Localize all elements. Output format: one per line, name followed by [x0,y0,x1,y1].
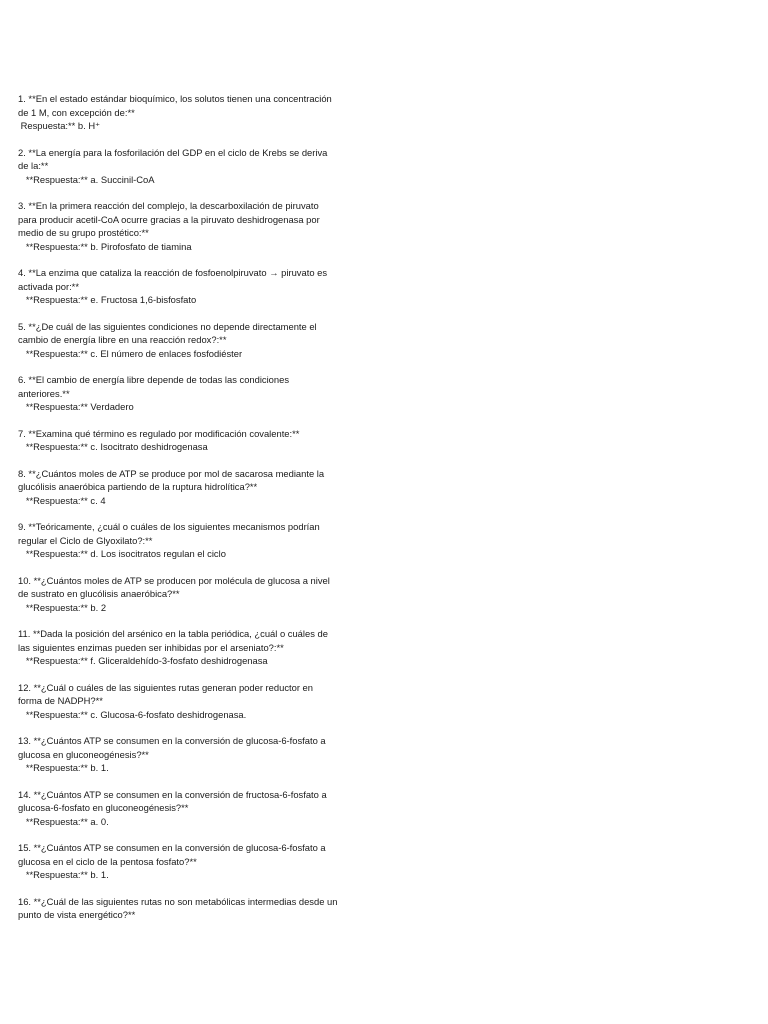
question-text: 14. **¿Cuántos ATP se consumen en la conversión de fructosa-6-fosfato a glucosa-6-fosfato en gluconeogénesis?** [18,788,327,813]
question-item-1 [18,92,338,133]
question-item-3 [18,199,338,253]
answer-text: **Respuesta:** c. Isocitrato deshidrogenasa [18,441,208,452]
question-text: 8. **¿Cuántos moles de ATP se produce por mol de sacarosa mediante la glucólisis anaeróbica partiendo de la ruptura hidrolítica?** [18,467,325,492]
answer-text: **Respuesta:** d. Los isocitratos regulan el ciclo [18,548,226,559]
answer-text: **Respuesta:** c. Glucosa-6-fosfato deshidrogenasa. [18,708,247,720]
question-item-9 [18,520,338,561]
document-page [18,92,338,935]
question-item-4 [18,266,338,307]
question-text: 5. **¿De cuál de las siguientes condiciones no depende directamente el cambio de energía libre en una reacción redox?:** [18,320,317,345]
question-text: 11. **Dada la posición del arsénico en la tabla periódica, ¿cuál o cuáles de las siguientes enzimas pueden ser inhibidas por el arseniato?:** [18,628,328,653]
question-item-5 [18,320,338,361]
question-item-2 [18,146,338,187]
question-text: 13. **¿Cuántos ATP se consumen en la conversión de glucosa-6-fosfato a glucosa en gluconeogénesis?** [18,735,326,760]
question-item-15 [18,841,338,882]
answer-text: **Respuesta:** e. Fructosa 1,6-bisfosfato [18,294,197,305]
question-item-7 [18,427,338,454]
question-text: 2. **La energía para la fosforilación del GDP en el ciclo de Krebs se deriva de la:** [18,146,328,171]
question-text: 10. **¿Cuántos moles de ATP se producen por molécula de glucosa a nivel de sustrato en glucólisis anaeróbica?** [18,574,330,599]
question-text: 16. **¿Cuál de las siguientes rutas no son metabólicas intermedias desde un punto de vista energético?** [18,895,338,920]
question-item-16 [18,895,338,922]
question-item-6 [18,373,338,414]
question-text: 1. **En el estado estándar bioquímico, los solutos tienen una concentración de 1 M, con excepción de:** [18,93,332,118]
answer-text: **Respuesta:** c. El número de enlaces fosfodiéster [18,347,243,359]
question-item-12 [18,681,338,722]
answer-text: **Respuesta:** a. 0. [18,815,109,827]
question-text: 12. **¿Cuál o cuáles de las siguientes rutas generan poder reductor en forma de NADPH?** [18,681,313,706]
question-item-14 [18,788,338,829]
question-text: 3. **En la primera reacción del complejo, la descarboxilación de piruvato para producir acetil-CoA ocurre gracias a la piruvato deshidrogenasa por medio de su grupo prostético:** [18,200,320,238]
answer-text: **Respuesta:** a. Succinil-CoA [18,173,155,185]
answer-text: Respuesta:** b. H⁺ [18,120,101,131]
answer-text: **Respuesta:** b. Pirofosfato de tiamina [18,240,192,252]
question-item-11 [18,627,338,668]
question-text: 7. **Examina qué término es regulado por modificación covalente:** [18,427,300,439]
answer-text: **Respuesta:** c. 4 [18,494,106,506]
answer-text: **Respuesta:** Verdadero [18,401,134,412]
question-item-8 [18,467,338,508]
answer-text: **Respuesta:** b. 2 [18,601,107,613]
question-text: 6. **El cambio de energía libre depende de todas las condiciones anteriores.** [18,374,290,399]
question-text: 9. **Teóricamente, ¿cuál o cuáles de los siguientes mecanismos podrían regular el Ciclo de Glyoxilato?:** [18,521,320,546]
answer-text: **Respuesta:** b. 1. [18,869,109,880]
question-text: 15. **¿Cuántos ATP se consumen en la conversión de glucosa-6-fosfato a glucosa en el ciclo de la pentosa fosfato?** [18,842,326,867]
question-item-10 [18,574,338,615]
question-text: 4. **La enzima que cataliza la reacción de fosfoenolpiruvato → piruvato es activada por:** [18,267,328,292]
question-item-13 [18,734,338,775]
answer-text: **Respuesta:** b. 1. [18,762,109,773]
answer-text: **Respuesta:** f. Gliceraldehído-3-fosfato deshidrogenasa [18,655,268,666]
